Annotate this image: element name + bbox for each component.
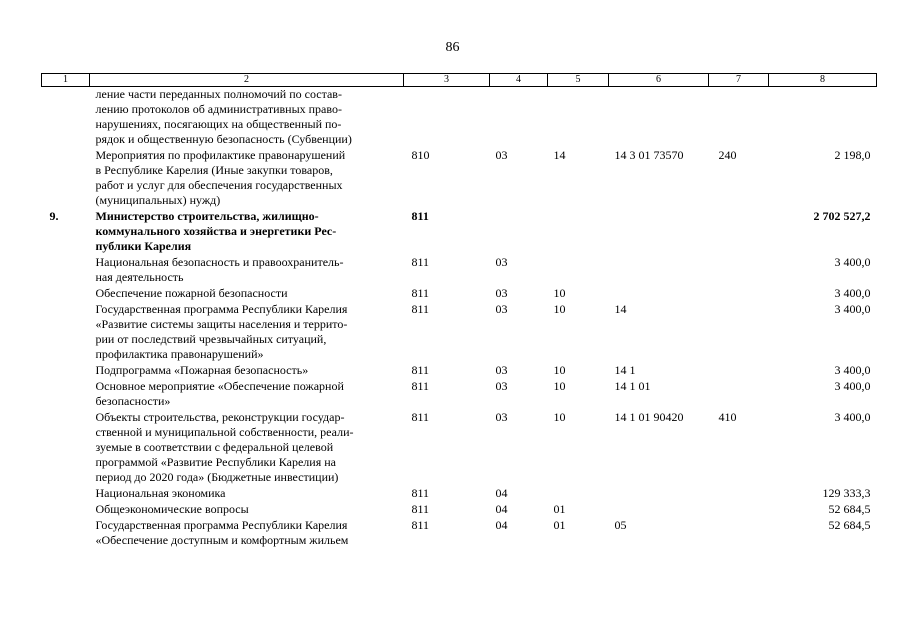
table-row xyxy=(42,255,877,286)
amount-cell: 3 400,0 xyxy=(834,286,871,300)
admin-code-cell xyxy=(404,87,490,149)
subsection-cell xyxy=(548,486,609,502)
subsection-cell: 10 xyxy=(553,363,566,377)
row-name-cell: Национальная экономика xyxy=(95,486,226,500)
subsection-cell: 01 xyxy=(553,518,566,532)
expense-type-cell xyxy=(709,379,769,410)
header-row xyxy=(42,74,877,87)
subsection-cell: 10 xyxy=(553,286,566,300)
admin-code-cell: 811 xyxy=(411,209,429,223)
header-col-7: 7 xyxy=(709,74,769,87)
admin-code-cell: 811 xyxy=(411,502,430,516)
table-row xyxy=(42,286,877,302)
section-cell: 04 xyxy=(495,502,508,516)
section-cell xyxy=(490,209,548,255)
amount-cell: 52 684,5 xyxy=(828,502,871,516)
table-row xyxy=(42,379,877,410)
target-article-cell: 14 1 01 xyxy=(614,379,651,393)
amount-cell: 3 400,0 xyxy=(834,302,871,316)
table-row xyxy=(42,87,877,149)
expense-type-cell xyxy=(709,87,769,149)
row-number-cell xyxy=(42,518,90,549)
section-cell: 03 xyxy=(495,302,508,316)
section-cell xyxy=(490,87,548,149)
row-number-cell xyxy=(42,148,90,209)
row-name-cell: Национальная безопасность и правоохранитель- ная деятельность xyxy=(95,255,344,284)
header-col-6: 6 xyxy=(609,74,709,87)
target-article-cell xyxy=(609,286,709,302)
row-number-cell xyxy=(42,363,90,379)
target-article-cell xyxy=(609,486,709,502)
amount-cell: 2 702 527,2 xyxy=(813,209,871,223)
section-cell: 03 xyxy=(495,286,508,300)
admin-code-cell: 811 xyxy=(411,255,430,269)
row-number-cell: 9. xyxy=(49,209,59,223)
header-col-1: 1 xyxy=(42,74,90,87)
admin-code-cell: 811 xyxy=(411,363,430,377)
header-col-8: 8 xyxy=(769,74,877,87)
admin-code-cell: 810 xyxy=(411,148,430,162)
row-name-cell: Мероприятия по профилактике правонарушений в Республике Карелия (Иные закупки товаров, работ и услуг для обеспечения государственных (муниципальных) нужд) xyxy=(95,148,346,207)
amount-cell: 3 400,0 xyxy=(834,363,871,377)
expense-type-cell xyxy=(709,518,769,549)
subsection-cell xyxy=(548,255,609,286)
expense-type-cell xyxy=(709,302,769,363)
target-article-cell xyxy=(609,502,709,518)
amount-cell: 2 198,0 xyxy=(834,148,871,162)
row-number-cell xyxy=(42,410,90,486)
row-name-cell: ление части переданных полномочий по состав- лению протоколов об административных право- нарушениях, посягающих на общественный по- рядок и общественную безопасность (Субвенции) xyxy=(95,87,352,146)
table-row xyxy=(42,302,877,363)
table-row xyxy=(42,410,877,486)
subsection-cell: 14 xyxy=(553,148,566,162)
row-name-cell: Подпрограмма «Пожарная безопасность» xyxy=(95,363,309,377)
row-number-cell xyxy=(42,502,90,518)
row-name-cell: Объекты строительства, реконструкции государ- ственной и муниципальной собственности, реали- зуемые в соответствии с федеральной целевой программой «Развитие Республики Карелия на период до 2020 года» (Бюджетные инвестиции) xyxy=(95,410,354,484)
expense-type-cell xyxy=(709,363,769,379)
table-row xyxy=(42,148,877,209)
section-cell: 04 xyxy=(495,518,508,532)
table-row xyxy=(42,502,877,518)
amount-cell xyxy=(769,87,877,149)
section-cell: 03 xyxy=(495,148,508,162)
row-number-cell xyxy=(42,302,90,363)
row-number-cell xyxy=(42,286,90,302)
header-col-2: 2 xyxy=(90,74,404,87)
target-article-cell: 14 xyxy=(614,302,627,316)
section-cell: 03 xyxy=(495,255,508,269)
admin-code-cell: 811 xyxy=(411,486,430,500)
budget-table xyxy=(41,73,877,549)
target-article-cell xyxy=(609,255,709,286)
expense-type-cell: 240 xyxy=(718,148,737,162)
amount-cell: 129 333,3 xyxy=(822,486,871,500)
header-col-3: 3 xyxy=(404,74,490,87)
section-cell: 03 xyxy=(495,410,508,424)
expense-type-cell xyxy=(709,209,769,255)
table-body xyxy=(42,87,877,550)
target-article-cell xyxy=(609,209,709,255)
row-name-cell: Государственная программа Республики Карелия «Обеспечение доступным и комфортным жильем xyxy=(95,518,349,547)
section-cell: 03 xyxy=(495,363,508,377)
admin-code-cell: 811 xyxy=(411,518,430,532)
subsection-cell: 10 xyxy=(553,410,566,424)
row-number-cell xyxy=(42,379,90,410)
row-name-cell: Общеэкономические вопросы xyxy=(95,502,249,516)
table-row xyxy=(42,209,877,255)
subsection-cell: 10 xyxy=(553,302,566,316)
target-article-cell: 14 1 01 90420 xyxy=(614,410,684,424)
amount-cell: 3 400,0 xyxy=(834,255,871,269)
admin-code-cell: 811 xyxy=(411,302,430,316)
row-name-cell: Министерство строительства, жилищно- коммунального хозяйства и энергетики Рес- публики Карелия xyxy=(95,209,337,253)
row-number-cell xyxy=(42,486,90,502)
table-row xyxy=(42,363,877,379)
target-article-cell: 14 3 01 73570 xyxy=(614,148,684,162)
row-name-cell: Основное мероприятие «Обеспечение пожарной безопасности» xyxy=(95,379,344,408)
subsection-cell: 01 xyxy=(553,502,566,516)
table-row xyxy=(42,486,877,502)
expense-type-cell xyxy=(709,502,769,518)
row-number-cell xyxy=(42,87,90,149)
subsection-cell: 10 xyxy=(553,379,566,393)
expense-type-cell: 410 xyxy=(718,410,737,424)
header-col-4: 4 xyxy=(490,74,548,87)
subsection-cell xyxy=(548,87,609,149)
table-row xyxy=(42,518,877,549)
row-number-cell xyxy=(42,255,90,286)
page-number: 86 xyxy=(445,40,460,55)
target-article-cell: 14 1 xyxy=(614,363,636,377)
amount-cell: 3 400,0 xyxy=(834,379,871,393)
target-article-cell: 05 xyxy=(614,518,627,532)
admin-code-cell: 811 xyxy=(411,379,430,393)
table-header xyxy=(42,74,877,87)
header-col-5: 5 xyxy=(548,74,609,87)
expense-type-cell xyxy=(709,486,769,502)
row-name-cell: Государственная программа Республики Карелия «Развитие системы защиты населения и террито- рии от последствий чрезвычайных ситуаций, профилактика правонарушений» xyxy=(95,302,348,361)
expense-type-cell xyxy=(709,286,769,302)
admin-code-cell: 811 xyxy=(411,286,430,300)
amount-cell: 52 684,5 xyxy=(828,518,871,532)
section-cell: 04 xyxy=(495,486,508,500)
amount-cell: 3 400,0 xyxy=(834,410,871,424)
row-name-cell: Обеспечение пожарной безопасности xyxy=(95,286,288,300)
admin-code-cell: 811 xyxy=(411,410,430,424)
section-cell: 03 xyxy=(495,379,508,393)
expense-type-cell xyxy=(709,255,769,286)
subsection-cell xyxy=(548,209,609,255)
target-article-cell xyxy=(609,87,709,149)
